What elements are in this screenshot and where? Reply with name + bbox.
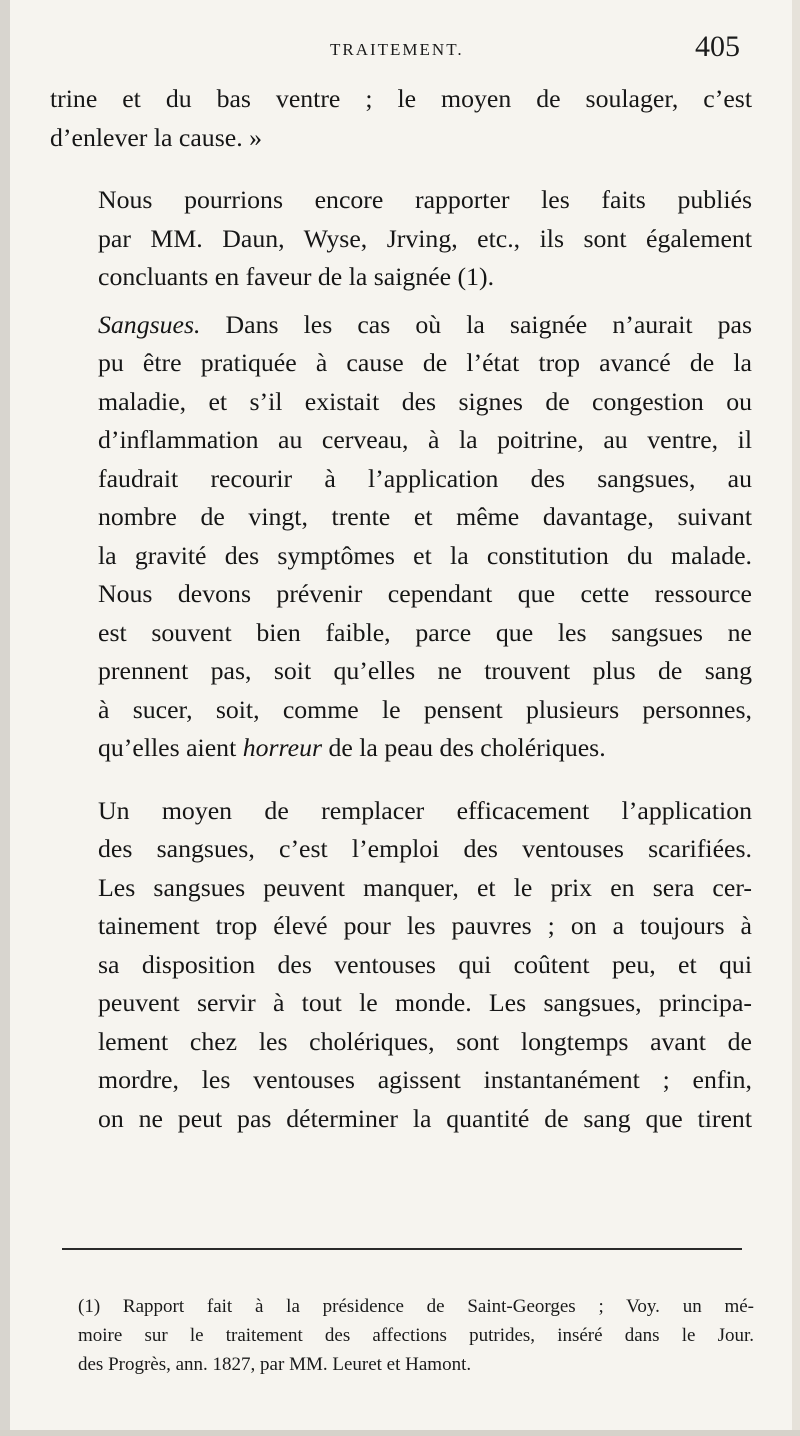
footnote (66, 1292, 754, 1379)
scan-edge-left (0, 0, 10, 1436)
text-line: d’enlever la cause. » (50, 122, 262, 152)
text-line: lement chez les cholériques, sont longtemps avant de (98, 1026, 752, 1056)
text-line: sa disposition des ventouses qui coûtent peu, et qui (98, 949, 752, 979)
text-line: à sucer, soit, comme le pensent plusieurs personnes, (98, 694, 752, 724)
text-line: trine et du bas ventre ; le moyen de soulager, c’est (50, 84, 752, 113)
section-lead-italic: Sangsues. (98, 309, 201, 339)
text-line: par MM. Daun, Wyse, Jrving, etc., ils sont également (98, 223, 752, 253)
scan-edge-right (792, 0, 800, 1436)
body-text (50, 80, 752, 1147)
text-line: on ne peut pas déterminer la quantité de sang que tirent (98, 1103, 752, 1133)
footnote-divider (62, 1248, 742, 1250)
text-fragment: Dans les cas où la saignée n’aurait pas (200, 309, 752, 339)
scan-edge-bottom (0, 1430, 800, 1436)
text-line: peuvent servir à tout le monde. Les sangsues, principa- (98, 988, 752, 1017)
paragraph-sangsues (50, 306, 752, 768)
text-line: faudrait recourir à l’application des sangsues, au (98, 463, 752, 493)
text-line (50, 729, 752, 768)
text-line: prennent pas, soit qu’elles ne trouvent plus de sang (98, 656, 752, 685)
text-fragment: de la peau des cholériques. (322, 733, 606, 762)
text-line: nombre de vingt, trente et même davantage, suivant (98, 502, 752, 531)
paragraph-faits-publies (50, 181, 752, 297)
text-line: tainement trop élevé pour les pauvres ; on a toujours à (98, 911, 752, 940)
paragraph-ventouses (50, 792, 752, 1139)
paragraph-continuation (50, 80, 752, 157)
text-line: des sangsues, c’est l’emploi des ventouses scarifiées. (98, 834, 752, 863)
footnote-line: (1) Rapport fait à la présidence de Saint-Georges ; Voy. un mé- (78, 1296, 754, 1317)
text-line (50, 306, 752, 345)
text-fragment: qu’elles aient (98, 733, 243, 762)
text-line: maladie, et s’il existait des signes de congestion ou (98, 386, 752, 416)
text-line: la gravité des symptômes et la constitution du malade. (98, 540, 752, 570)
footnote-line: moire sur le traitement des affections putrides, inséré dans le Jour. (78, 1325, 754, 1346)
footnote-line: des Progrès, ann. 1827, par MM. Leuret et Hamont. (78, 1354, 472, 1375)
text-line: Nous devons prévenir cependant que cette ressource (98, 579, 752, 608)
text-line: Nous pourrions encore rapporter les faits publiés (98, 185, 752, 214)
text-line: pu être pratiquée à cause de l’état trop avancé de la (98, 348, 752, 377)
text-line: Un moyen de remplacer efficacement l’application (98, 795, 752, 825)
page-number: 405 (695, 30, 740, 63)
text-line: mordre, les ventouses agissent instantanément ; enfin, (98, 1065, 752, 1094)
emphasis-horreur: horreur (242, 733, 323, 762)
page-header (48, 30, 748, 70)
text-line: d’inflammation au cerveau, à la poitrine, au ventre, il (98, 425, 752, 454)
text-line: concluants en faveur de la saignée (1). (98, 262, 495, 291)
text-line: Les sangsues peuvent manquer, et le prix en sera cer- (98, 872, 752, 902)
running-head: TRAITEMENT. (330, 40, 464, 59)
text-line: est souvent bien faible, parce que les sangsues ne (98, 617, 752, 647)
